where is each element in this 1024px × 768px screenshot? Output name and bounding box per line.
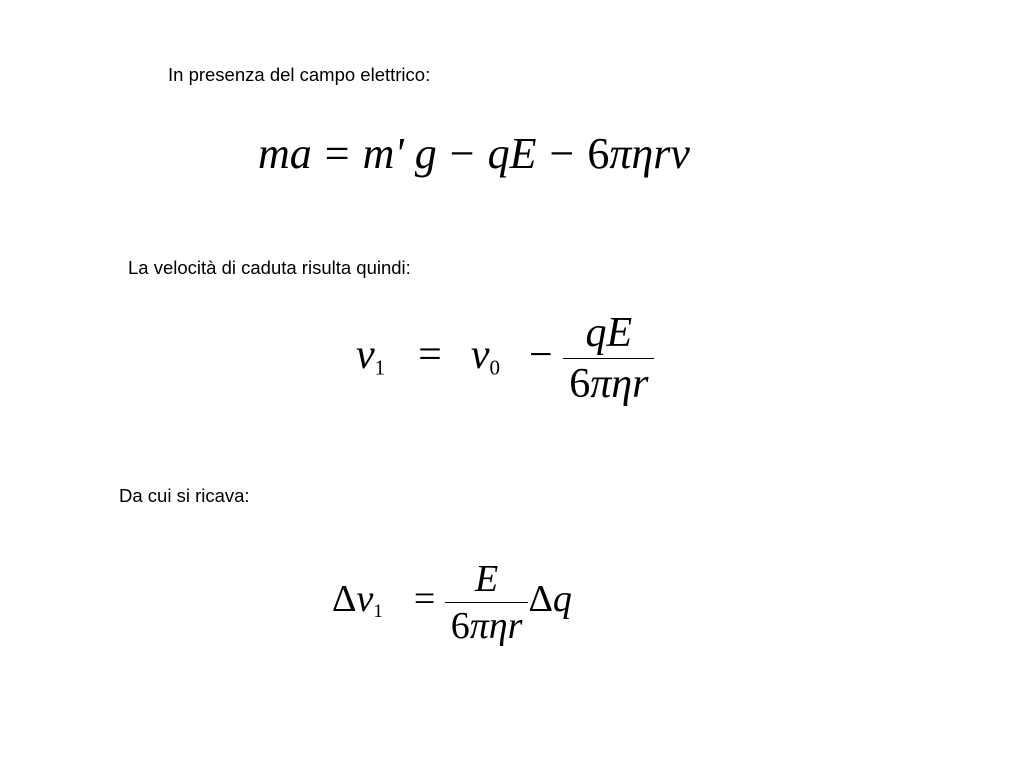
- eq2-den-six: 6: [569, 361, 591, 407]
- eq3-numerator: E: [474, 558, 499, 600]
- eq3-sub-1: 1: [373, 600, 383, 622]
- eq1-qe: qE: [487, 129, 537, 178]
- intro-text: In presenza del campo elettrico:: [168, 64, 431, 85]
- eq3-delta: Δ: [332, 578, 357, 621]
- eq2-numerator: qE: [585, 310, 633, 356]
- eq1-lhs: ma: [258, 129, 312, 178]
- eq2-v: v: [356, 332, 375, 379]
- eq1-g: g: [414, 129, 437, 178]
- velocity-text: La velocità di caduta risulta quindi:: [128, 257, 411, 278]
- velocity-equation: [356, 312, 654, 405]
- eq3-q: q: [552, 578, 572, 621]
- eq3-equals: =: [413, 578, 436, 621]
- eq1-m-prime: m': [362, 129, 404, 178]
- eq1-equals: =: [324, 129, 350, 178]
- eq3-den-six: 6: [450, 605, 470, 647]
- eq2-den-rest: πηr: [590, 361, 649, 407]
- eq3-denominator: [445, 602, 529, 645]
- eq1-pi-eta-r-v: πηrv: [609, 129, 690, 178]
- eq3-delta-q-symbol: Δ: [528, 578, 553, 621]
- eq2-v0: v: [470, 332, 490, 379]
- eq3-v: v: [356, 578, 374, 621]
- eq2-equals: =: [418, 332, 442, 379]
- eq3-fraction: [445, 560, 529, 645]
- eq1-six: 6: [587, 129, 610, 178]
- eq1-minus-1: −: [449, 129, 475, 178]
- delta-equation: [332, 560, 572, 645]
- eq3-den-rest: πηr: [469, 605, 523, 647]
- eq2-denominator: [563, 358, 654, 405]
- eq1-minus-2: −: [549, 129, 575, 178]
- eq2-sub-0: 0: [489, 355, 500, 380]
- force-equation: [258, 129, 690, 178]
- derive-text: Da cui si ricava:: [119, 485, 250, 506]
- eq2-fraction: [563, 312, 654, 405]
- eq2-minus: −: [529, 332, 553, 379]
- eq2-sub-1: 1: [374, 355, 386, 380]
